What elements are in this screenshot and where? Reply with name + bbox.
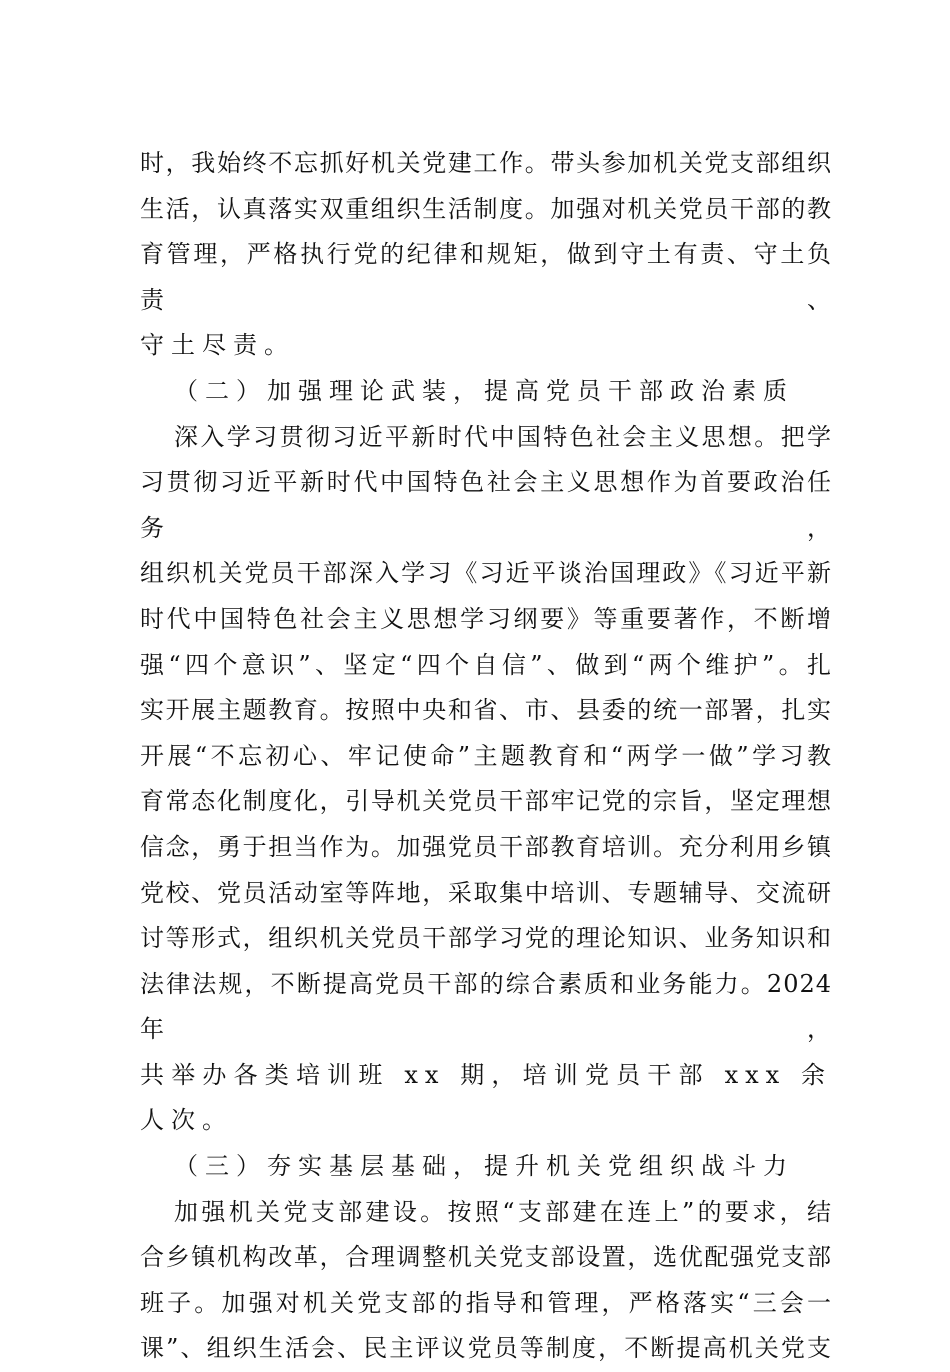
text-line: 组织机关党员干部深入学习《习近平谈治国理政》《习近平新 (140, 559, 832, 588)
text-line: （三）夯实基层基础，提升机关党组织战斗力 (174, 1152, 794, 1181)
text-line: （二）加强理论武装，提高党员干部政治素质 (174, 376, 794, 405)
section-heading (140, 369, 832, 415)
text-line: 讨等形式，组织机关党员干部学习党的理论知识、业务知识和 (140, 924, 832, 953)
text-line: 法律法规，不断提高党员干部的综合素质和业务能力。2024 年， (140, 969, 832, 1044)
section-heading (140, 1144, 832, 1190)
paragraph (140, 415, 832, 1145)
text-line: 共举办各类培训班 xx 期，培训党员干部 xxx 余人次。 (140, 1060, 832, 1135)
text-line: 班子。加强对机关党支部的指导和管理，严格落实“三会一 (140, 1288, 832, 1317)
text-line: 时代中国特色社会主义思想学习纲要》等重要著作，不断增 (140, 604, 832, 633)
text-line: 生活，认真落实双重组织生活制度。加强对机关党员干部的教 (140, 194, 832, 223)
text-line: 信念，勇于担当作为。加强党员干部教育培训。充分利用乡镇 (140, 832, 832, 861)
text-line: 加强机关党支部建设。按照“支部建在连上”的要求，结 (174, 1197, 832, 1226)
paragraph (140, 1190, 832, 1372)
text-line: 实开展主题教育。按照中央和省、市、县委的统一部署，扎实 (140, 696, 832, 725)
text-line: 课”、组织生活会、民主评议党员等制度，不断提高机关党支 (140, 1334, 832, 1363)
text-line: 深入学习贯彻习近平新时代中国特色社会主义思想。把学 (174, 422, 832, 451)
text-line: 强“四个意识”、坚定“四个自信”、做到“两个维护”。扎 (140, 650, 832, 679)
text-line: 育管理，严格执行党的纪律和规矩，做到守土有责、守土负责、 (140, 240, 832, 314)
text-line: 时，我始终不忘抓好机关党建工作。带头参加机关党支部组织 (140, 149, 832, 177)
text-line: 党校、党员活动室等阵地，采取集中培训、专题辅导、交流研 (140, 878, 832, 907)
text-line: 习贯彻习近平新时代中国特色社会主义思想作为首要政治任务， (140, 468, 832, 542)
paragraph (140, 141, 832, 369)
text-line: 育常态化制度化，引导机关党员干部牢记党的宗旨，坚定理想 (140, 787, 832, 816)
text-line: 守土尽责。 (140, 331, 295, 360)
text-line: 合乡镇机构改革，合理调整机关党支部设置，选优配强党支部 (140, 1243, 832, 1272)
document-page (140, 141, 832, 1372)
text-line: 开展“不忘初心、牢记使命”主题教育和“两学一做”学习教 (140, 741, 832, 770)
